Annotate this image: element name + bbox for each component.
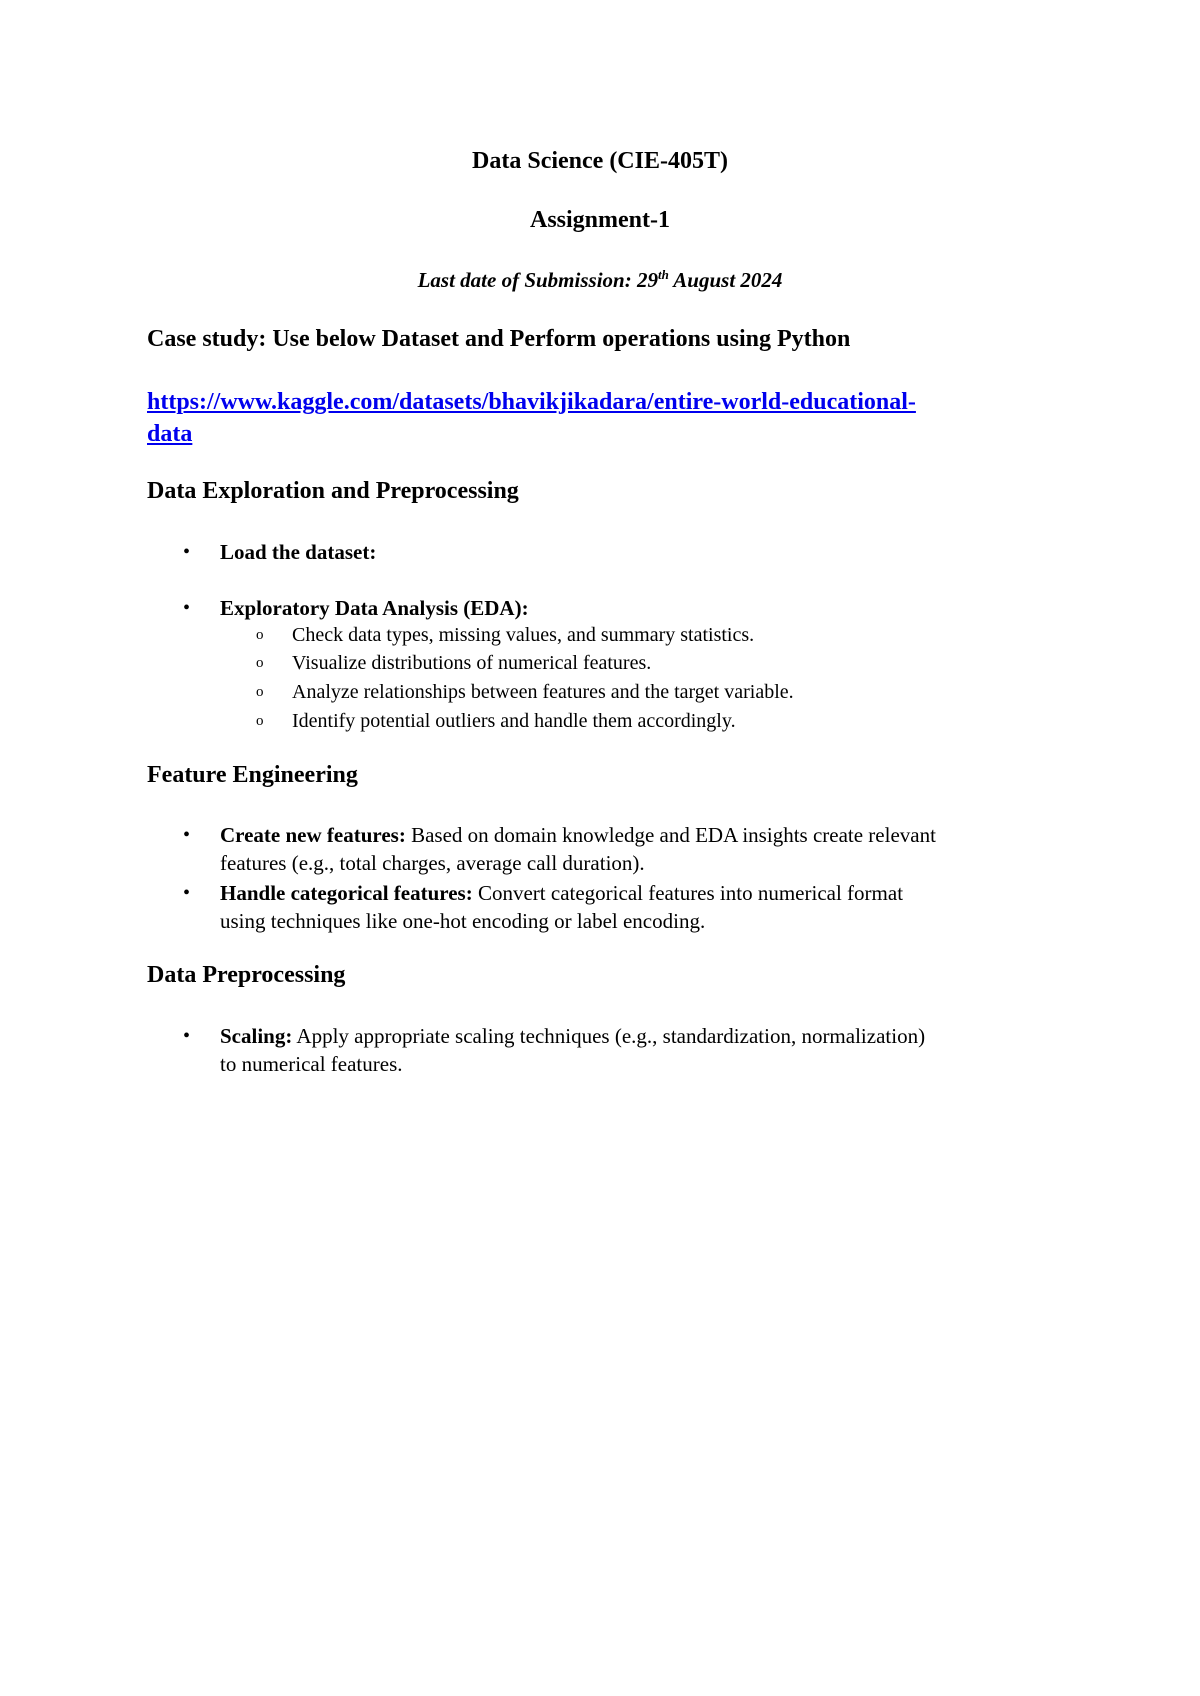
bullet-label: Handle categorical features: bbox=[220, 881, 473, 905]
bullet-label: Exploratory Data Analysis (EDA): bbox=[220, 596, 529, 620]
bullet-icon: • bbox=[183, 541, 191, 563]
section-heading-eda: Data Exploration and Preprocessing bbox=[147, 478, 519, 504]
assignment-title: Assignment-1 bbox=[529, 207, 670, 233]
bullet-label: Scaling: bbox=[220, 1024, 293, 1048]
bullet-icon: • bbox=[183, 824, 191, 846]
bullet-icon: • bbox=[183, 597, 191, 619]
sub-item-text: Analyze relationships between features and the target variable. bbox=[292, 681, 794, 703]
bullet-text: Apply appropriate scaling techniques (e.g., standardization, normalization) bbox=[292, 1024, 926, 1048]
bullet-text-continued: features (e.g., total charges, average call duration). bbox=[220, 851, 645, 875]
bullet-icon: • bbox=[183, 882, 191, 904]
dataset-link-line-2[interactable]: data bbox=[147, 421, 193, 447]
section-heading-feature-engineering: Feature Engineering bbox=[147, 762, 358, 788]
deadline-prefix: Last date of Submission: 29 bbox=[417, 268, 658, 292]
bullet-text-continued: using techniques like one-hot encoding or label encoding. bbox=[220, 909, 706, 933]
sub-item-text: Check data types, missing values, and summary statistics. bbox=[292, 624, 755, 646]
dataset-link[interactable] bbox=[147, 386, 1047, 450]
circle-bullet-icon: o bbox=[256, 713, 264, 729]
section-heading-data-preprocessing: Data Preprocessing bbox=[147, 962, 346, 988]
bullet-text: Convert categorical features into numerical format bbox=[472, 881, 904, 905]
circle-bullet-icon: o bbox=[256, 627, 264, 643]
dataset-link-line-1[interactable]: https://www.kaggle.com/datasets/bhavikjikadara/entire-world-educational- bbox=[147, 389, 916, 415]
sub-item-text: Identify potential outliers and handle them accordingly. bbox=[292, 710, 736, 732]
submission-deadline bbox=[0, 268, 1200, 293]
bullet-text-continued: to numerical features. bbox=[220, 1052, 403, 1076]
bullet-text: Based on domain knowledge and EDA insights create relevant bbox=[405, 823, 936, 847]
case-study-heading: Case study: Use below Dataset and Perform operations using Python bbox=[147, 326, 851, 352]
circle-bullet-icon: o bbox=[256, 655, 264, 671]
course-title: Data Science (CIE-405T) bbox=[472, 148, 728, 174]
bullet-icon: • bbox=[183, 1025, 191, 1047]
bullet-label: Load the dataset: bbox=[220, 540, 377, 564]
deadline-ordinal: th bbox=[657, 267, 669, 282]
deadline-suffix: August 2024 bbox=[668, 268, 783, 292]
bullet-label: Create new features: bbox=[220, 823, 406, 847]
sub-item-text: Visualize distributions of numerical features. bbox=[292, 652, 652, 674]
circle-bullet-icon: o bbox=[256, 684, 264, 700]
